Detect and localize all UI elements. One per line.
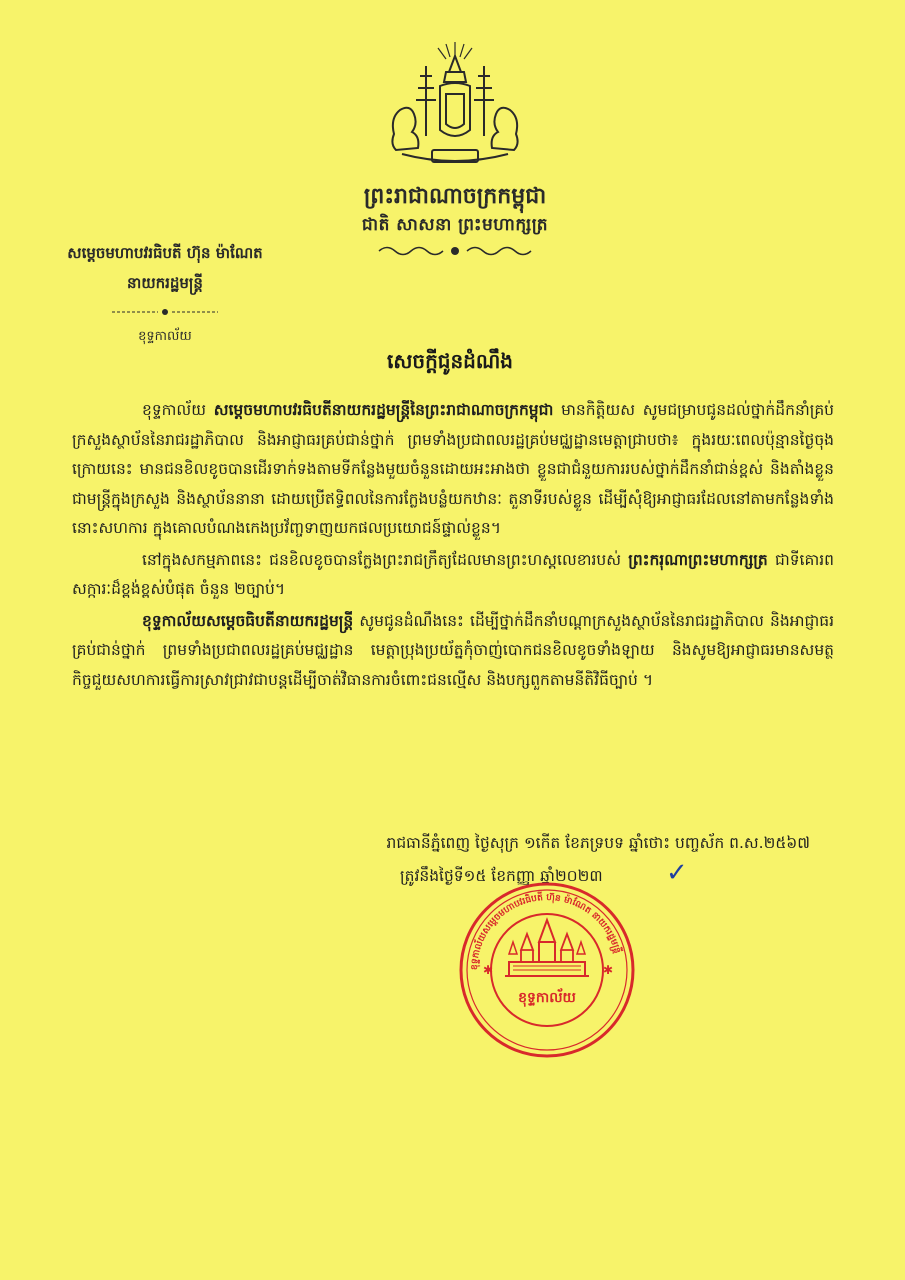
lunar-date: រាជធានីភ្នំពេញ ថ្ងៃសុក្រ ១កើត ខែភទ្របទ ឆ្នាំថោះ បញ្ចស័ក ព.ស.២៥៦៧ (386, 834, 810, 852)
sender-name: សម្តេចមហាបវរធិបតី ហ៊ុន ម៉ាណែត (67, 244, 263, 262)
paragraph-3 (72, 607, 834, 696)
sender-block (30, 244, 300, 347)
paragraph-emphasis: សម្តេចមហាបវរធិបតីនាយករដ្ឋមន្ត្រីនៃព្រះរាជាណាចក្រកម្ពុជា (213, 401, 554, 419)
paragraph-text: មានកិត្តិយស សូមជម្រាបជូនដល់ថ្នាក់ដឹកនាំគ្រប់ក្រសួងស្ថាប័ននៃរាជរដ្ឋាភិបាល និងអាជ្ញាធរគ្រប់ជាន់ថ្នាក់ ព្រមទាំងប្រជាពលរដ្ឋគ្រប់មជ្ឈដ្ឋានមេត្តាជ្រាបថា៖ ក្នុងរយៈពេលប៉ុន្មានថ្ងៃចុងក្រោយនេះ មានជនខិលខូចបានដើរទាក់ទងតាមទីកន្លែងមួយចំនួនដោយអះអាងថា ខ្លួនជាជំនួយការរបស់ថ្នាក់ដឹកនាំជាន់ខ្ពស់ និងតាំងខ្លួនជាមន្ត្រីក្នុងក្រសួង និងស្ថាប័ននានា ដោយប្រើឥទ្ធិពលនៃការក្លែងបន្លំយកឋានៈ តួនាទីរបស់ខ្លួន ដើម្បីសុំឱ្យអាជ្ញាធរដែលនៅតាមកន្លែងទាំងនោះសហការ ក្នុងគោលបំណងកេងប្រវ័ញ្ចទាញយកផលប្រយោជន៍ផ្ទាល់ខ្លួន។ (72, 401, 834, 537)
paragraph-emphasis: ខុទ្ទកាល័យសម្តេចធិបតីនាយករដ្ឋមន្ត្រី (142, 611, 354, 630)
royal-emblem-icon (380, 38, 530, 178)
paragraph-text: ខុទ្ទកាល័យ (142, 401, 214, 419)
paragraph-emphasis: ព្រះករុណាព្រះមហាក្សត្រ (628, 550, 768, 569)
svg-text:✱: ✱ (603, 963, 614, 977)
official-seal-icon (457, 880, 637, 1060)
checkmark-icon: ✓ (666, 858, 688, 888)
paragraph-text: នៅក្នុងសកម្មភាពនេះ ជនខិលខូចបានក្លែងព្រះរាជក្រឹត្យដែលមានព្រះហស្តលេខារបស់ (142, 550, 629, 569)
national-motto: ជាតិ សាសនា ព្រះមហាក្សត្រ (361, 215, 549, 235)
sender-title: នាយករដ្ឋមន្ត្រី (127, 274, 203, 292)
seal-ring-text: ខុទ្ទកាល័យសម្តេចមហាបវរធិបតី ហ៊ុន ម៉ាណែត នាយករដ្ឋមន្ត្រី (469, 892, 622, 971)
kingdom-title: ព្រះរាជាណាចក្រកម្ពុជា (363, 183, 547, 209)
paragraph-1 (72, 396, 834, 544)
paragraph-text: សូមជូនដំណឹងនេះ ដើម្បីថ្នាក់ដឹកនាំបណ្តាក្រសួងស្ថាប័ននៃរាជរដ្ឋាភិបាល និងអាជ្ញាធរគ្រប់ជាន់ថ្នាក់ ព្រមទាំងប្រជាពលរដ្ឋគ្រប់មជ្ឈដ្ឋាន មេត្តាប្រុងប្រយ័ត្នកុំចាញ់បោកជនខិលខូចទាំងឡាយ និងសូមឱ្យអាជ្ញាធរមានសមត្ថកិច្ចជួយសហការធ្វើការស្រាវជ្រាវជាបន្តដើម្បីចាត់វិធានការចំពោះជនល្មើស និងបក្សពួកតាមនីតិវិធីច្បាប់ ។ (72, 611, 834, 689)
document-body (72, 396, 834, 695)
gregorian-date: ត្រូវនឹងថ្ងៃទី១៥ ខែកញ្ញា ឆ្នាំ២០២៣ (400, 867, 603, 885)
divider-ornament-icon (110, 306, 220, 318)
document-title: សេចក្តីជូនដំណឹង (387, 349, 513, 373)
paragraph-text: ជាទីគោរពសក្ការៈដ៏ខ្ពង់ខ្ពស់បំផុត ចំនួន ២ច្បាប់។ (72, 550, 834, 598)
paragraph-2 (72, 546, 834, 605)
divider-ornament-icon (375, 244, 535, 258)
svg-text:✱: ✱ (483, 963, 494, 977)
seal-office-text: ខុទ្ទកាល័យ (518, 990, 576, 1006)
sender-office: ខុទ្ទកាល័យ (138, 329, 192, 344)
